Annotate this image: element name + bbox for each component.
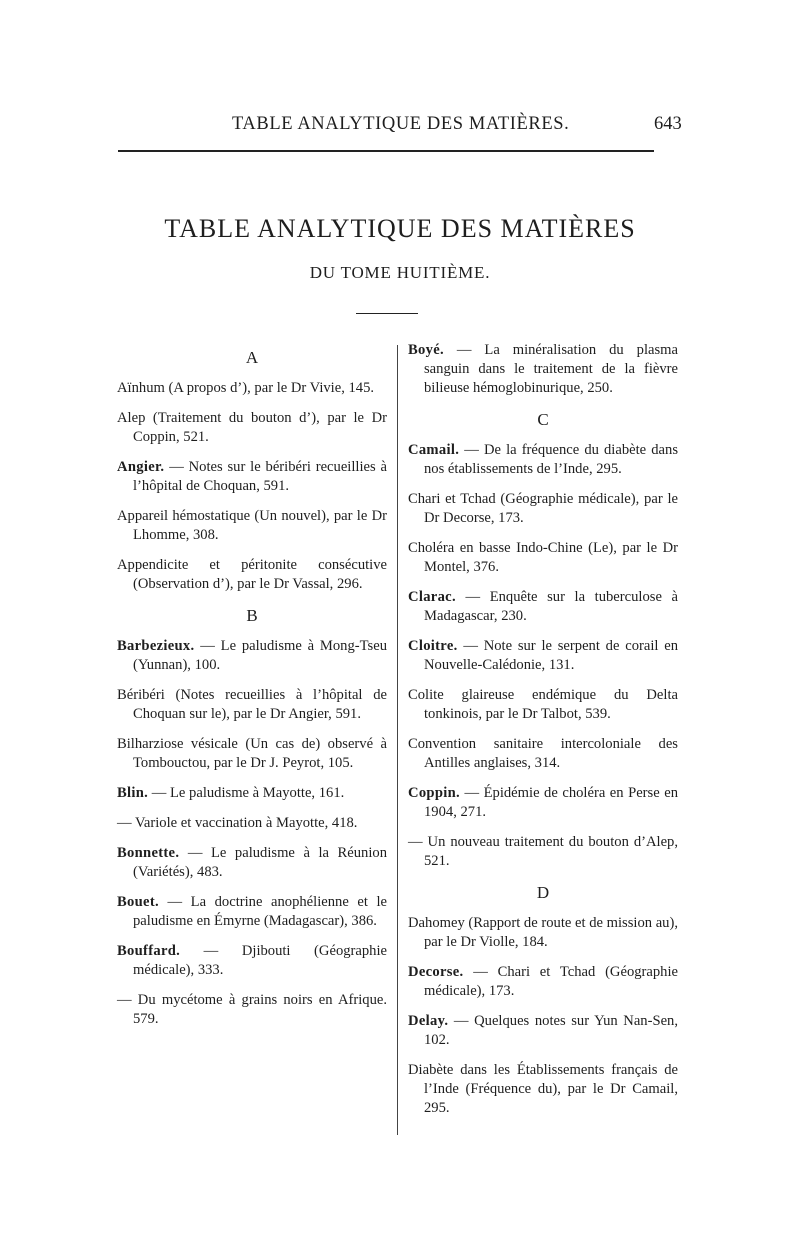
entry-text: — Épidémie de choléra en Perse en 1904, 271. <box>424 785 678 820</box>
entry-text: — La minéralisation du plasma sanguin dans le traitement de la fièvre bilieuse hémoglobinurique, 250. <box>424 342 678 396</box>
entry-text: — Le paludisme à la Réunion (Variétés), 483. <box>133 845 387 880</box>
header-rule <box>118 150 654 152</box>
entry-author: Bouet. <box>117 894 159 910</box>
index-entry <box>408 637 678 675</box>
entry-author: Bonnette. <box>117 845 180 861</box>
index-entry <box>117 458 387 496</box>
entry-author: Delay. <box>408 1013 449 1029</box>
running-head-title: TABLE ANALYTIQUE DES MATIÈRES. <box>232 114 570 134</box>
entry-text: — Quelques notes sur Yun Nan-Sen, 102. <box>424 1013 678 1048</box>
index-entry <box>408 588 678 626</box>
entry-text: Appendicite et péritonite consécutive (Observation d’), par le Dr Vassal, 296. <box>117 557 387 592</box>
right-column <box>408 341 678 1129</box>
entry-text: — Notes sur le béribéri recueillies à l’hôpital de Choquan, 591. <box>133 459 387 494</box>
index-entry <box>408 341 678 398</box>
index-entry <box>117 637 387 675</box>
page-subtitle: DU TOME HUITIÈME. <box>309 263 491 282</box>
entry-author: Clarac. <box>408 589 456 605</box>
index-entry <box>408 735 678 773</box>
index-entry <box>117 991 387 1029</box>
index-entry <box>408 1012 678 1050</box>
entry-text: — Djibouti (Géographie médicale), 333. <box>133 943 387 978</box>
entry-text: — Le paludisme à Mayotte, 161. <box>148 785 345 801</box>
index-entry <box>408 1061 678 1118</box>
entry-text: — La doctrine anophélienne et le paludisme en Émyrne (Madagascar), 386. <box>133 894 387 929</box>
running-head <box>0 114 800 142</box>
entry-text: Choléra en basse Indo-Chine (Le), par le Dr Montel, 376. <box>408 540 678 575</box>
entry-author: Coppin. <box>408 785 460 801</box>
entry-text: Diabète dans les Établissements français de l’Inde (Fréquence du), par le Dr Camail, 295. <box>408 1062 678 1116</box>
entry-author: Decorse. <box>408 964 464 980</box>
index-entry <box>117 844 387 882</box>
index-entry <box>117 686 387 724</box>
page-title: TABLE ANALYTIQUE DES MATIÈRES <box>164 214 636 243</box>
entry-author: Blin. <box>117 785 149 801</box>
index-entry <box>117 735 387 773</box>
entry-text: Chari et Tchad (Géographie médicale), par le Dr Decorse, 173. <box>408 491 678 526</box>
entry-text: — Chari et Tchad (Géographie médicale), 173. <box>424 964 678 999</box>
index-entry <box>408 441 678 479</box>
index-entry <box>117 379 387 398</box>
entry-author: Barbezieux. <box>117 638 195 654</box>
section-letter: B <box>246 606 258 625</box>
entry-text: — Le paludisme à Mong-Tseu (Yunnan), 100. <box>133 638 387 673</box>
entry-text: — Un nouveau traitement du bouton d’Alep, 521. <box>408 834 678 869</box>
entry-text: — Enquête sur la tuberculose à Madagascar, 230. <box>424 589 678 624</box>
index-entry <box>117 893 387 931</box>
entry-text: Béribéri (Notes recueillies à l’hôpital de Choquan sur le), par le Dr Angier, 591. <box>117 687 387 722</box>
entry-text: Dahomey (Rapport de route et de mission au), par le Dr Violle, 184. <box>408 915 678 950</box>
entry-text: Colite glaireuse endémique du Delta tonkinois, par le Dr Talbot, 539. <box>408 687 678 722</box>
index-entry <box>117 814 387 833</box>
index-entry <box>408 686 678 724</box>
index-entry <box>117 556 387 594</box>
entry-author: Camail. <box>408 442 460 458</box>
section-letter: C <box>537 410 549 429</box>
entry-text: — Note sur le serpent de corail en Nouvelle-Calédonie, 131. <box>424 638 678 673</box>
index-entry <box>117 409 387 447</box>
entry-text: Appareil hémostatique (Un nouvel), par le Dr Lhomme, 308. <box>117 508 387 543</box>
section-letter: D <box>536 883 550 902</box>
entry-text: — Du mycétome à grains noirs en Afrique. 579. <box>117 992 387 1027</box>
entry-author: Angier. <box>117 459 165 475</box>
entry-author: Boyé. <box>408 342 444 358</box>
index-entry <box>408 490 678 528</box>
entry-text: Aïnhum (A propos d’), par le Dr Vivie, 145. <box>117 380 375 396</box>
index-entry <box>408 539 678 577</box>
index-entry <box>117 942 387 980</box>
index-entry <box>117 784 387 803</box>
entry-author: Cloitre. <box>408 638 458 654</box>
entry-text: Bilharziose vésicale (Un cas de) observé à Tombouctou, par le Dr J. Peyrot, 105. <box>117 736 387 771</box>
index-entry <box>117 507 387 545</box>
title-rule <box>356 313 418 314</box>
column-divider <box>397 345 398 1135</box>
entry-text: — De la fréquence du diabète dans nos établissements de l’Inde, 295. <box>424 442 678 477</box>
entry-author: Bouffard. <box>117 943 181 959</box>
index-entry <box>408 784 678 822</box>
index-entry <box>408 833 678 871</box>
section-letter: A <box>245 348 259 367</box>
index-entry <box>408 963 678 1001</box>
entry-text: Convention sanitaire intercoloniale des Antilles anglaises, 314. <box>408 736 678 771</box>
entry-text: Alep (Traitement du bouton d’), par le Dr Coppin, 521. <box>117 410 387 445</box>
page-number: 643 <box>654 114 682 134</box>
left-column <box>117 341 387 1040</box>
index-entry <box>408 914 678 952</box>
entry-text: — Variole et vaccination à Mayotte, 418. <box>117 815 358 831</box>
